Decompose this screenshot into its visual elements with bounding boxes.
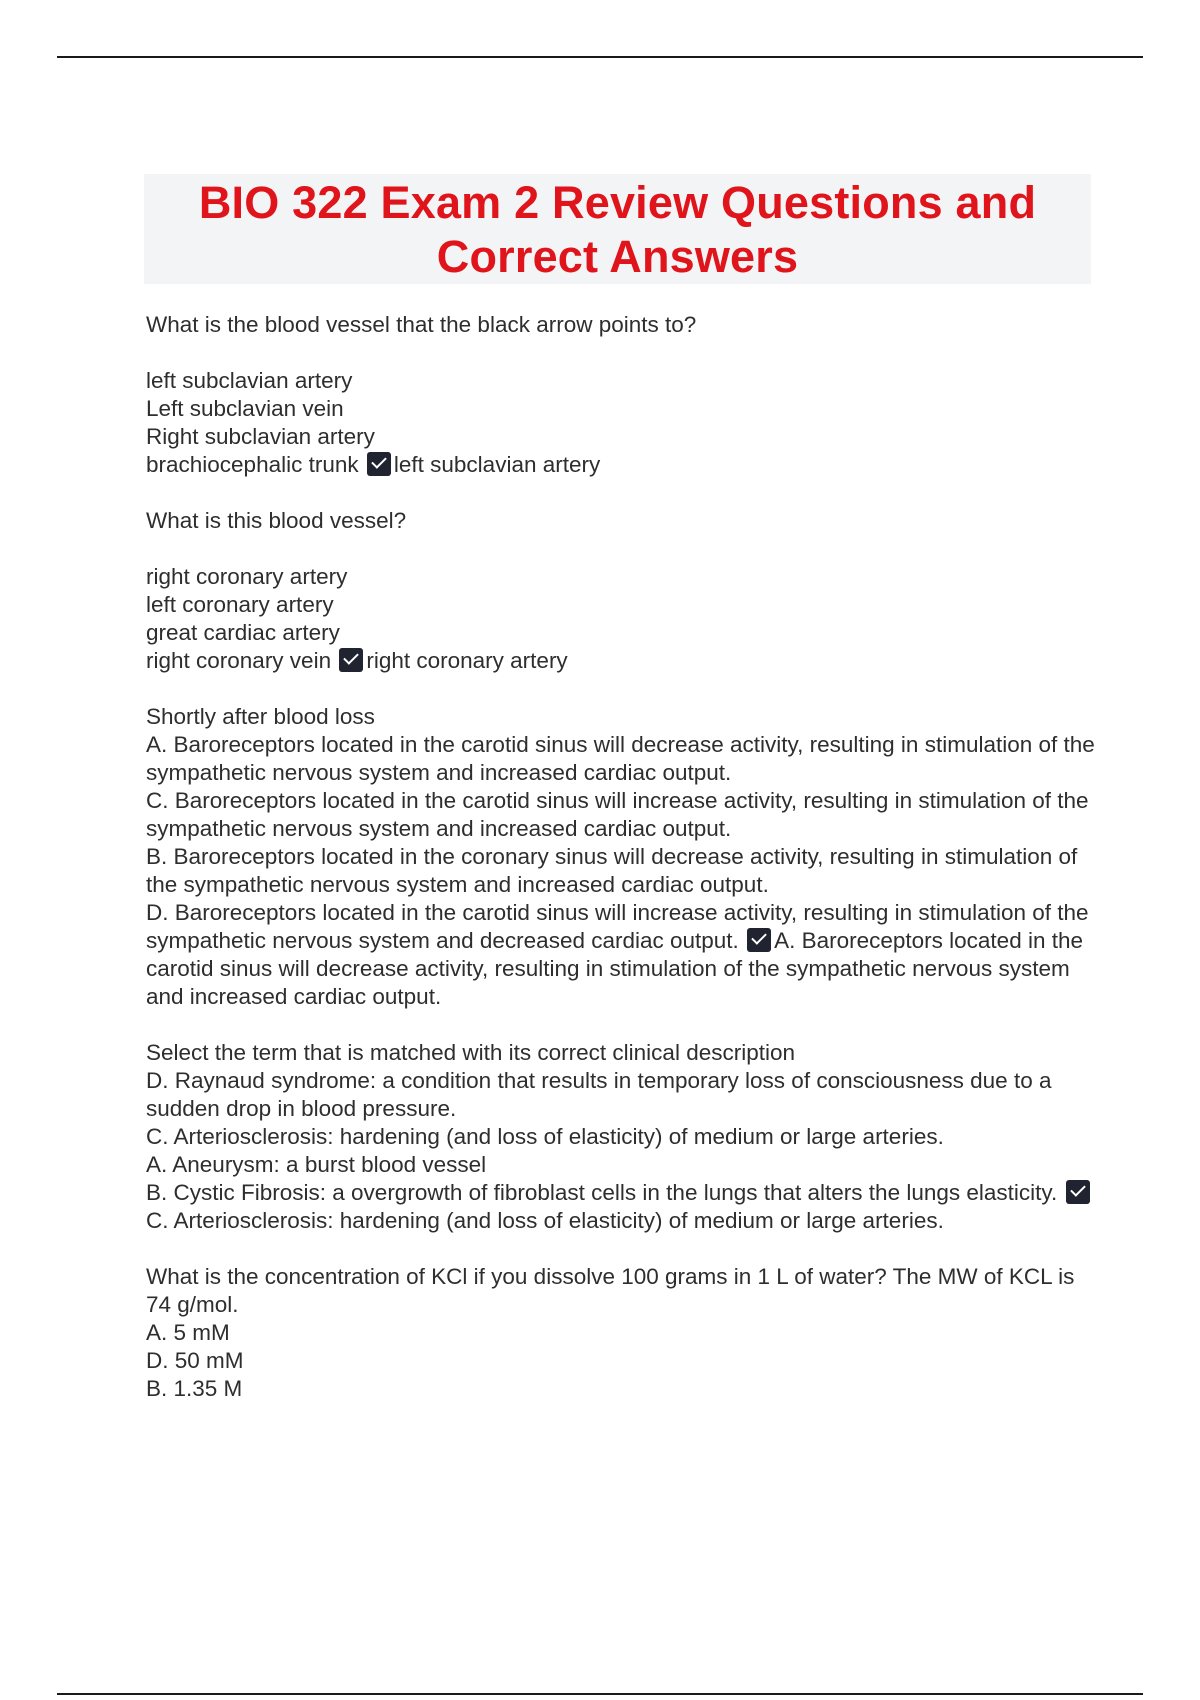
answer-option-with-answer <box>146 899 1096 1011</box>
correct-answer: left subclavian artery <box>393 452 601 477</box>
answer-option: C. Arteriosclerosis: hardening (and loss of elasticity) of medium or large arteries. <box>146 1124 944 1149</box>
document-title <box>144 174 1091 284</box>
title-line-1: BIO 322 Exam 2 Review Questions and <box>198 177 1037 228</box>
answer-option: right coronary artery <box>146 564 348 589</box>
answer-option: brachiocephalic trunk <box>146 452 359 477</box>
answer-option: left coronary artery <box>146 592 334 617</box>
question-prompt: Select the term that is matched with its correct clinical description <box>146 1040 796 1065</box>
answer-option: B. 1.35 M <box>146 1376 243 1401</box>
answer-option: D. Raynaud syndrome: a condition that results in temporary loss of consciousness due to a sudden drop in blood pressure. <box>146 1068 1052 1121</box>
question-1 <box>146 311 1096 479</box>
question-prompt: What is the concentration of KCl if you dissolve 100 grams in 1 L of water? The MW of KCL is 74 g/mol. <box>146 1264 1075 1317</box>
question-2 <box>146 507 1096 675</box>
answer-option: A. Baroreceptors located in the carotid sinus will decrease activity, resulting in stimulation of the sympathetic nervous system and increased cardiac output. <box>146 732 1095 785</box>
checkmark-box-icon <box>747 928 771 952</box>
question-5 <box>146 1263 1096 1403</box>
question-prompt: Shortly after blood loss <box>146 704 375 729</box>
checkmark-box-icon <box>367 452 391 476</box>
answer-option: B. Baroreceptors located in the coronary sinus will decrease activity, resulting in stimulation of the sympathetic nervous system and increased cardiac output. <box>146 844 1078 897</box>
bottom-rule <box>57 1693 1143 1695</box>
answer-option: A. 5 mM <box>146 1320 230 1345</box>
questions-list <box>146 311 1096 1431</box>
question-4 <box>146 1039 1096 1235</box>
answer-option: great cardiac artery <box>146 620 340 645</box>
answer-option-with-answer <box>146 647 1096 675</box>
answer-option: B. Cystic Fibrosis: a overgrowth of fibroblast cells in the lungs that alters the lungs elasticity. <box>146 1180 1058 1205</box>
answer-option-with-answer <box>146 451 1096 479</box>
title-line-2: Correct Answers <box>436 231 799 282</box>
correct-answer: C. Arteriosclerosis: hardening (and loss of elasticity) of medium or large arteries. <box>146 1208 944 1233</box>
answer-option: left subclavian artery <box>146 368 353 393</box>
question-3 <box>146 703 1096 1011</box>
answer-option: D. Baroreceptors located in the carotid sinus will increase activity, resulting in stimulation of the sympathetic nervous system and decreased cardiac output. <box>146 900 1089 953</box>
answer-option: C. Baroreceptors located in the carotid sinus will increase activity, resulting in stimulation of the sympathetic nervous system and increased cardiac output. <box>146 788 1089 841</box>
top-rule <box>57 56 1143 58</box>
question-prompt: What is this blood vessel? <box>146 508 407 533</box>
answer-option: A. Aneurysm: a burst blood vessel <box>146 1152 487 1177</box>
question-prompt: What is the blood vessel that the black arrow points to? <box>146 312 697 337</box>
answer-option: Right subclavian artery <box>146 424 375 449</box>
title-banner <box>144 174 1091 284</box>
answer-option: right coronary vein <box>146 648 332 673</box>
answer-option: D. 50 mM <box>146 1348 244 1373</box>
answer-option: Left subclavian vein <box>146 396 344 421</box>
checkmark-box-icon <box>339 648 363 672</box>
correct-answer: A. Baroreceptors located in the carotid sinus will decrease activity, resulting in stimulation of the sympathetic nervous system and increased cardiac output. <box>146 928 1084 1009</box>
answer-option-with-answer <box>146 1179 1096 1235</box>
checkmark-box-icon <box>1066 1180 1090 1204</box>
correct-answer: right coronary artery <box>366 648 568 673</box>
